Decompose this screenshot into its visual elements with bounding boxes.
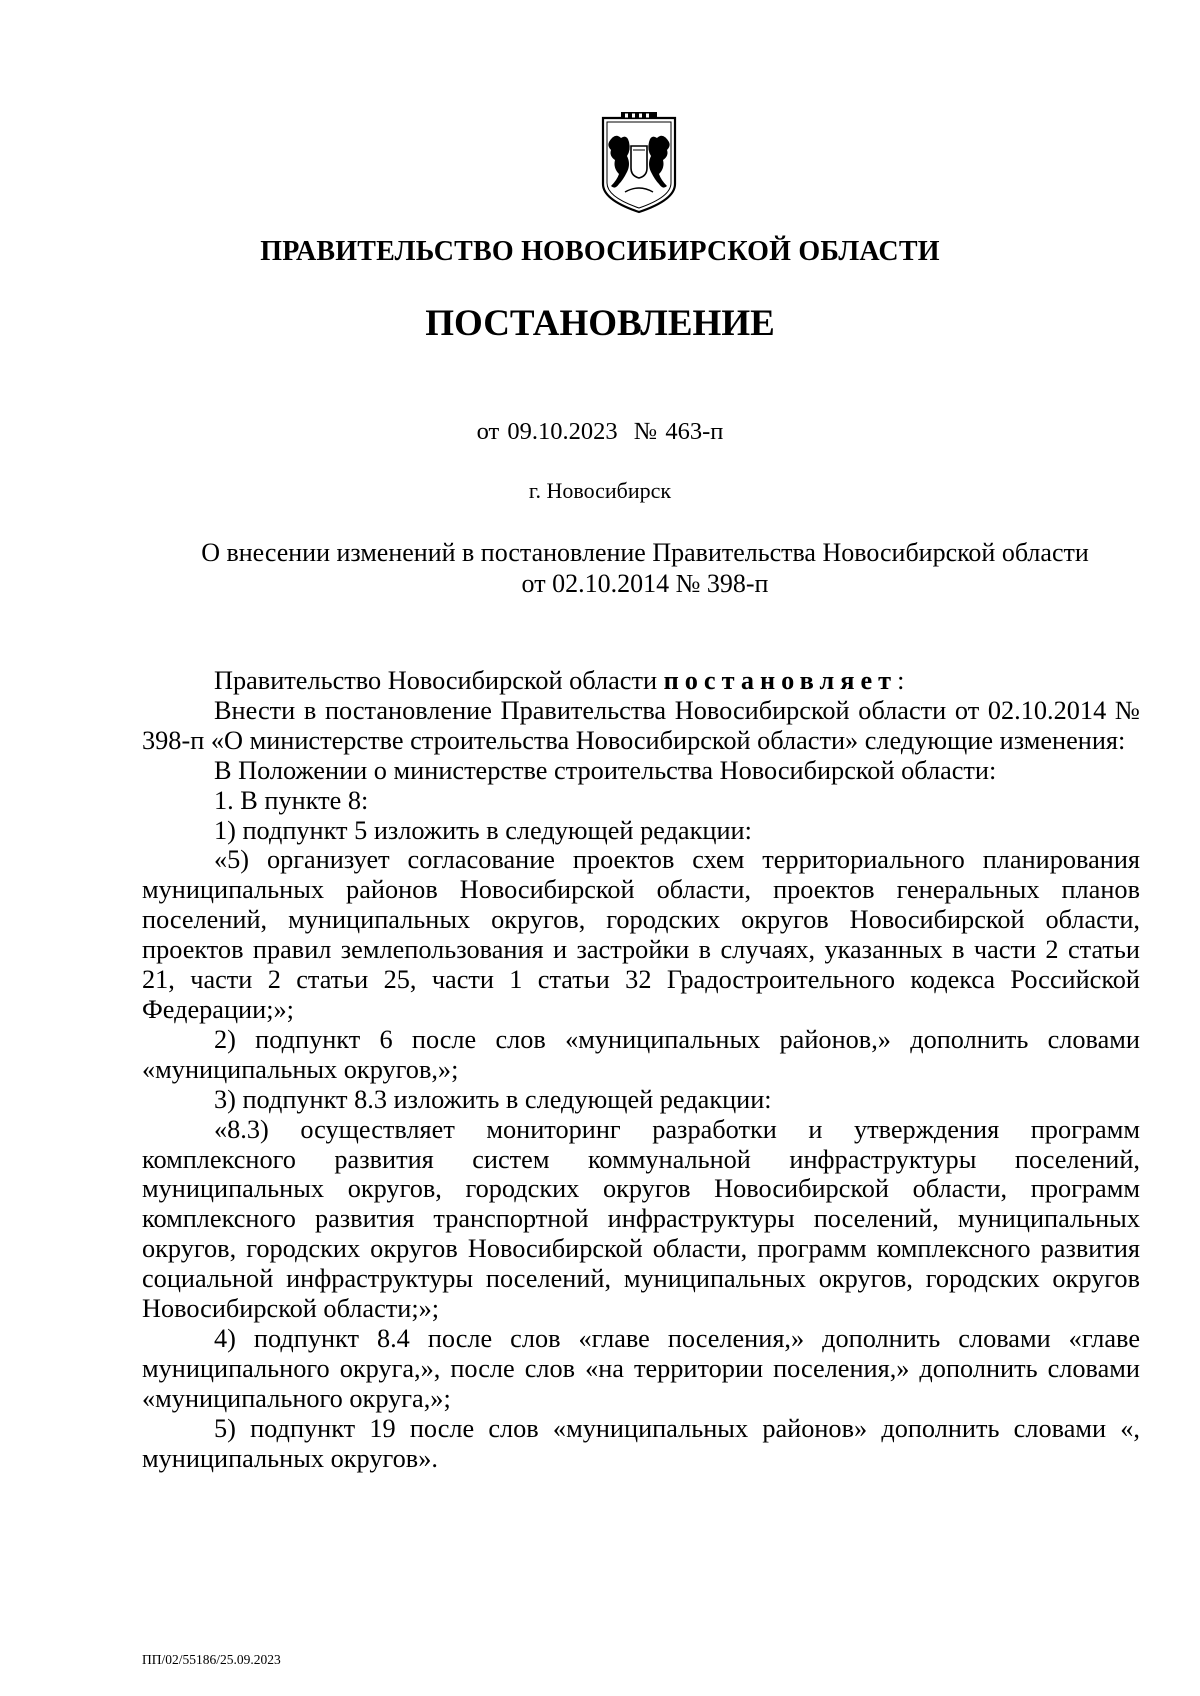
- subject-line-2: от 02.10.2014 № 398-п: [521, 569, 769, 598]
- document-date-number: от 09.10.2023 № 463-п: [476, 418, 724, 445]
- paragraph-subpoint-8-3-text: «8.3) осуществляет мониторинг разработки и утверждения программ комплексного развития систем коммунальной инфраструктуры поселений, муниципальных округов, городских округов Новосибирской области, программ комплексного развития транспортной инфраструктуры поселений, муниципальных округов, городских округов Новосибирской области, программ комплексного развития социальной инфраструктуры поселений, муниципальных округов, городских округов Новосибирской области;»;: [142, 1114, 1140, 1324]
- paragraph-subpoint-1: 1) подпункт 5 изложить в следующей редакции:: [214, 815, 752, 845]
- paragraph-subpoint-4: 4) подпункт 8.4 после слов «главе поселения,» дополнить словами «главе муниципального округа,», после слов «на территории поселения,» дополнить словами «муниципального округа,»;: [142, 1323, 1140, 1413]
- paragraph-subpoint-5-text: «5) организует согласование проектов схем территориального планирования муниципальных районов Новосибирской области, проектов генеральных планов поселений, муниципальных округов, городских округов Новосибирской области, проектов правил землепользования и застройки в случаях, указанных в части 2 статьи 21, части 2 статьи 25, части 1 статьи 32 Градостроительного кодекса Российской Федерации;»;: [142, 845, 1140, 1024]
- paragraph-amend: Внести в постановление Правительства Новосибирской области от 02.10.2014 № 398-п «О министерстве строительства Новосибирской области» следующие изменения:: [142, 695, 1140, 755]
- document-subject: [150, 537, 1140, 599]
- organization-title: ПРАВИТЕЛЬСТВО НОВОСИБИРСКОЙ ОБЛАСТИ: [260, 236, 940, 267]
- paragraph-subpoint-2: 2) подпункт 6 после слов «муниципальных районов,» дополнить словами «муниципальных округов,»;: [142, 1024, 1140, 1084]
- paragraph-regulation: В Положении о министерстве строительства Новосибирской области:: [214, 755, 997, 785]
- document-footer-code: ПП/02/55186/25.09.2023: [142, 1652, 281, 1667]
- paragraph-resolves: [142, 666, 1140, 696]
- coat-of-arms-emblem-icon: [597, 112, 681, 216]
- paragraph-subpoint-3: 3) подпункт 8.3 изложить в следующей редакции:: [214, 1084, 772, 1114]
- resolves-tail: :: [897, 666, 905, 695]
- document-city: г. Новосибирск: [528, 478, 672, 503]
- resolves-lead: Правительство Новосибирской области: [214, 666, 664, 695]
- resolves-keyword: постановляет: [663, 666, 898, 695]
- paragraph-subpoint-5: 5) подпункт 19 после слов «муниципальных районов» дополнить словами «, муниципальных округов».: [142, 1413, 1140, 1473]
- paragraph-point-8: 1. В пункте 8:: [214, 785, 369, 815]
- document-type-heading: ПОСТАНОВЛЕНИЕ: [425, 303, 775, 344]
- subject-line-1: О внесении изменений в постановление Правительства Новосибирской области: [201, 538, 1089, 567]
- document-body: [142, 666, 1140, 1473]
